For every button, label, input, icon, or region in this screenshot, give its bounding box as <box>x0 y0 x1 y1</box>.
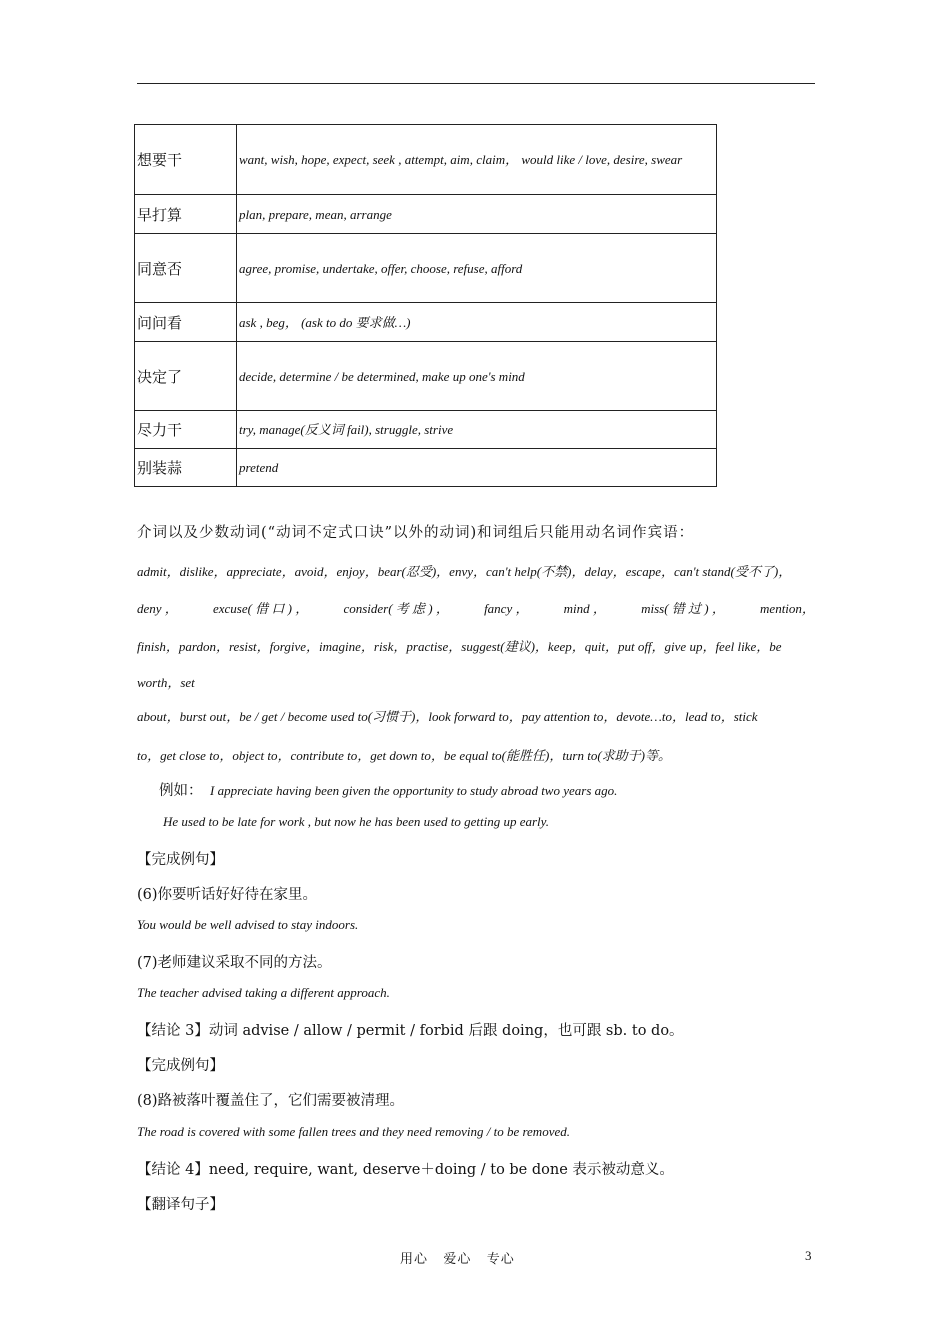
gerund-verb-list-line <box>137 598 815 617</box>
exercise-cn: (6)你要听话好好待在家里。 <box>137 887 318 903</box>
verbs-cell: try, manage(反义词 fail), struggle, strive <box>237 411 717 449</box>
verb-item: mind ， <box>563 601 606 616</box>
exercise-en: You would be well advised to stay indoors. <box>137 917 359 932</box>
example-sentence: I appreciate having been given the opportunity to study abroad two years ago. <box>210 783 618 798</box>
example-label: 例如： <box>159 783 203 799</box>
verb-item: miss( 错 过 ) ， <box>641 601 725 616</box>
exercise-en: The teacher advised taking a different approach. <box>137 985 390 1000</box>
gerund-phrase-list-line: to，get close to，object to，contribute to，get down to，be equal to(能胜任)，turn to(求助于)等。 <box>137 748 672 763</box>
exercise-cn: (7)老师建议采取不同的方法。 <box>137 955 332 971</box>
verb-item: deny ， <box>137 601 178 616</box>
mnemonic-cell: 别装蒜 <box>135 449 237 487</box>
table-row <box>135 125 717 195</box>
table-row <box>135 303 717 342</box>
example-block <box>159 779 617 800</box>
table-row <box>135 411 717 449</box>
section-heading: 【完成例句】 <box>137 852 224 868</box>
verbs-cell: pretend <box>237 449 717 487</box>
verbs-cell: decide, determine / be determined, make up one's mind <box>237 342 717 411</box>
intro-paragraph: 介词以及少数动词(“动词不定式口诀”以外的动词)和词组后只能用动名词作宾语： <box>137 525 695 541</box>
mnemonic-cell: 问问看 <box>135 303 237 342</box>
table-row <box>135 195 717 234</box>
table-row <box>135 234 717 303</box>
header-rule <box>137 83 815 84</box>
mnemonic-cell: 早打算 <box>135 195 237 234</box>
exercise-en: The road is covered with some fallen trees and they need removing / to be removed. <box>137 1124 570 1139</box>
gerund-phrase-list-line: about，burst out，be / get / become used to(习惯于)，look forward to，pay attention to，devote…to，lead to，stick <box>137 709 758 724</box>
verb-item: mention， <box>760 601 815 616</box>
verb-item: fancy ， <box>484 601 529 616</box>
verbs-cell: want, wish, hope, expect, seek , attempt, aim, claim， would like / love, desire, swear <box>237 125 717 195</box>
exercise-cn: (8)路被落叶覆盖住了，它们需要被清理。 <box>137 1093 405 1109</box>
verbs-cell: agree, promise, undertake, offer, choose, refuse, afford <box>237 234 717 303</box>
section-heading: 【完成例句】 <box>137 1058 224 1074</box>
mnemonic-cell: 尽力干 <box>135 411 237 449</box>
gerund-verb-list-line: admit，dislike，appreciate，avoid，enjoy，bear(忍受)，envy，can't help(不禁)，delay，escape，can't stand(受不了)， <box>137 564 792 579</box>
verb-item: excuse( 借 口 ) ， <box>212 601 309 616</box>
section-heading: 【翻译句子】 <box>137 1197 224 1213</box>
table-row <box>135 342 717 411</box>
conclusion: 【结论 4】need, require, want, deserve＋doing / to be done 表示被动意义。 <box>137 1162 674 1178</box>
page-number: 3 <box>805 1248 812 1263</box>
gerund-verb-list-line: finish，pardon，resist，forgive，imagine，risk，practise，suggest(建议)，keep，quit，put off，give up，feel like，be <box>137 639 782 654</box>
footer-motto: 用心 爱心 专心 <box>400 1252 515 1267</box>
verbs-cell: plan, prepare, mean, arrange <box>237 195 717 234</box>
mnemonic-cell: 想要干 <box>135 125 237 195</box>
verb-item: consider( 考 虑 ) ， <box>343 601 449 616</box>
verb-table <box>134 124 717 487</box>
verbs-cell: ask , beg， (ask to do 要求做…) <box>237 303 717 342</box>
example-sentence: He used to be late for work , but now he has been used to getting up early. <box>163 814 549 829</box>
mnemonic-cell: 同意否 <box>135 234 237 303</box>
table-row <box>135 449 717 487</box>
gerund-verb-list-line: worth，set <box>137 675 195 690</box>
mnemonic-cell: 决定了 <box>135 342 237 411</box>
conclusion: 【结论 3】动词 advise / allow / permit / forbid 后跟 doing，也可跟 sb. to do。 <box>137 1023 684 1039</box>
